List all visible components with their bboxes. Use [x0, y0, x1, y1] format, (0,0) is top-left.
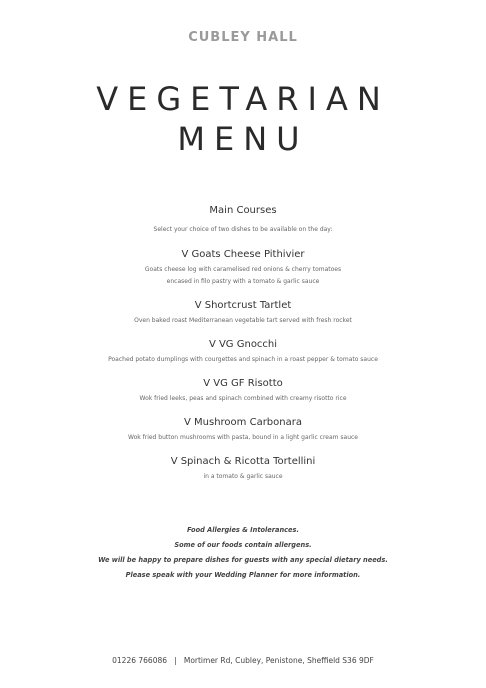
- dish-description: Wok fried button mushrooms with pasta, bound in a light garlic cream sauce: [127, 434, 358, 441]
- section-heading: Main Courses: [209, 205, 277, 216]
- menu-title-line-2: MENU: [177, 120, 309, 158]
- allergy-line: Some of our foods contain allergens.: [174, 541, 312, 549]
- dish-shortcrust-tartlet: [0, 299, 486, 327]
- section-subtitle: Select your choice of two dishes to be available on the day:: [153, 226, 333, 233]
- dish-spinach-ricotta-tortellini: [0, 455, 486, 483]
- allergy-line: We will be happy to prepare dishes for guests with any special dietary needs.: [98, 556, 388, 564]
- dish-name: V Goats Cheese Pithivier: [181, 249, 305, 260]
- allergy-line: Food Allergies & Intolerances.: [187, 526, 299, 534]
- dish-name: V Spinach & Ricotta Tortellini: [170, 456, 316, 467]
- dish-name: V VG Gnocchi: [208, 339, 278, 350]
- dish-description: encased in filo pastry with a tomato & garlic sauce: [166, 278, 320, 285]
- dish-description: Goats cheese log with caramelised red onions & cherry tomatoes: [144, 266, 342, 273]
- allergy-line: Please speak with your Wedding Planner for more information.: [125, 571, 361, 579]
- allergy-notice: [0, 523, 486, 583]
- dish-name: V VG GF Risotto: [203, 378, 283, 389]
- dish-mushroom-carbonara: [0, 416, 486, 444]
- dish-goats-cheese-pithivier: [0, 248, 486, 288]
- footer-contact: 01226 766086 | Mortimer Rd, Cubley, Penistone, Sheffield S36 9DF: [112, 656, 374, 665]
- dish-description: Poached potato dumplings with courgettes and spinach in a roast pepper & tomato sauce: [108, 356, 378, 363]
- dish-description: Oven baked roast Mediterranean vegetable tart served with fresh rocket: [134, 317, 352, 324]
- menu-title-line-1: VEGETARIAN: [96, 80, 390, 118]
- dish-description: in a tomato & garlic sauce: [203, 473, 283, 480]
- dish-name: V Shortcrust Tartlet: [194, 300, 292, 311]
- dish-gnocchi: [0, 338, 486, 366]
- dish-description: Wok fried leeks, peas and spinach combined with creamy risotto rice: [139, 395, 347, 402]
- venue-logo: CUBLEY HALL: [188, 30, 298, 45]
- dish-name: V Mushroom Carbonara: [184, 417, 302, 428]
- dish-risotto: [0, 377, 486, 405]
